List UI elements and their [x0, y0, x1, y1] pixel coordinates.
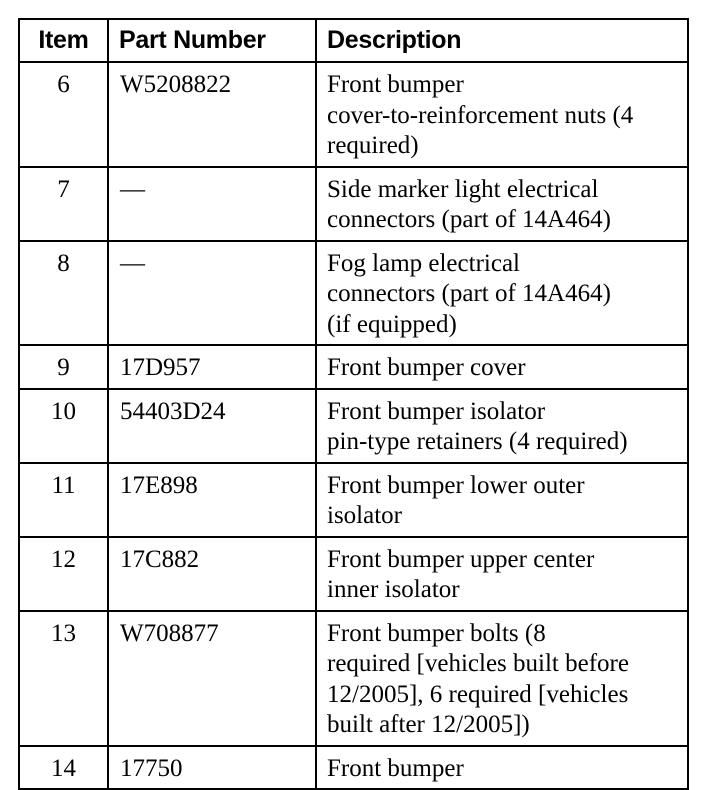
- table-row: [19, 241, 688, 346]
- description-line: Front bumper: [327, 71, 464, 98]
- description-line: required [vehicles built before: [327, 650, 629, 677]
- part-number-cell: 17C882: [108, 537, 316, 611]
- item-number-cell: 13: [19, 611, 108, 746]
- description-line: required): [327, 132, 419, 159]
- part-number-cell: —: [108, 241, 316, 346]
- header-item-label: Item: [38, 26, 89, 54]
- part-number-cell: 17750: [108, 746, 316, 790]
- item-number-cell: 14: [19, 746, 108, 790]
- description-line: Fog lamp electrical: [327, 249, 520, 277]
- description-cell: [316, 389, 688, 463]
- description-cell: [316, 537, 688, 611]
- description-cell: [316, 463, 688, 537]
- description-cell: [316, 241, 688, 346]
- description-line: isolator: [327, 502, 402, 529]
- table-row: [19, 611, 688, 746]
- part-number-cell: 54403D24: [108, 389, 316, 463]
- description-line: connectors (part of 14A464): [327, 280, 611, 307]
- item-number-cell: 12: [19, 537, 108, 611]
- part-number-cell: 17D957: [108, 345, 316, 389]
- header-item: [19, 19, 108, 62]
- description-line: Front bumper lower outer: [327, 471, 585, 499]
- description-line: Side marker light electrical: [327, 175, 599, 203]
- table-body: [19, 62, 688, 789]
- part-number-cell: —: [108, 167, 316, 241]
- description-line: cover-to-reinforcement nuts (4: [327, 101, 634, 129]
- description-line: Front bumper upper center: [327, 545, 595, 573]
- part-number-cell: 17E898: [108, 463, 316, 537]
- header-part-number: [108, 19, 316, 62]
- table-row: [19, 746, 688, 790]
- item-number-cell: 8: [19, 241, 108, 346]
- item-number-cell: 7: [19, 167, 108, 241]
- description-line: built after 12/2005]): [327, 711, 530, 738]
- table-row: [19, 345, 688, 389]
- table-row: [19, 463, 688, 537]
- description-line: 12/2005], 6 required [vehicles: [327, 680, 629, 708]
- table-row: [19, 62, 688, 167]
- table-row: [19, 167, 688, 241]
- description-line: inner isolator: [327, 576, 460, 603]
- description-cell: [316, 167, 688, 241]
- parts-table: [18, 18, 689, 790]
- description-cell: [316, 345, 688, 389]
- table-row: [19, 389, 688, 463]
- header-description: [316, 19, 688, 62]
- part-number-cell: W5208822: [108, 62, 316, 167]
- description-line: (if equipped): [327, 310, 457, 338]
- description-cell: [316, 62, 688, 167]
- header-description-label: Description: [327, 26, 462, 54]
- item-number-cell: 11: [19, 463, 108, 537]
- description-cell: [316, 611, 688, 746]
- description-line: Front bumper bolts (8: [327, 619, 546, 647]
- header-row: [19, 19, 688, 62]
- table-row: [19, 537, 688, 611]
- header-part-number-label: Part Number: [119, 26, 266, 54]
- description-line: Front bumper isolator: [327, 397, 546, 425]
- item-number-cell: 10: [19, 389, 108, 463]
- item-number-cell: 6: [19, 62, 108, 167]
- description-line: Front bumper: [327, 754, 464, 782]
- description-cell: [316, 746, 688, 790]
- item-number-cell: 9: [19, 345, 108, 389]
- description-line: pin-type retainers (4 required): [327, 428, 628, 455]
- description-line: connectors (part of 14A464): [327, 206, 611, 233]
- description-line: Front bumper cover: [327, 354, 526, 381]
- part-number-cell: W708877: [108, 611, 316, 746]
